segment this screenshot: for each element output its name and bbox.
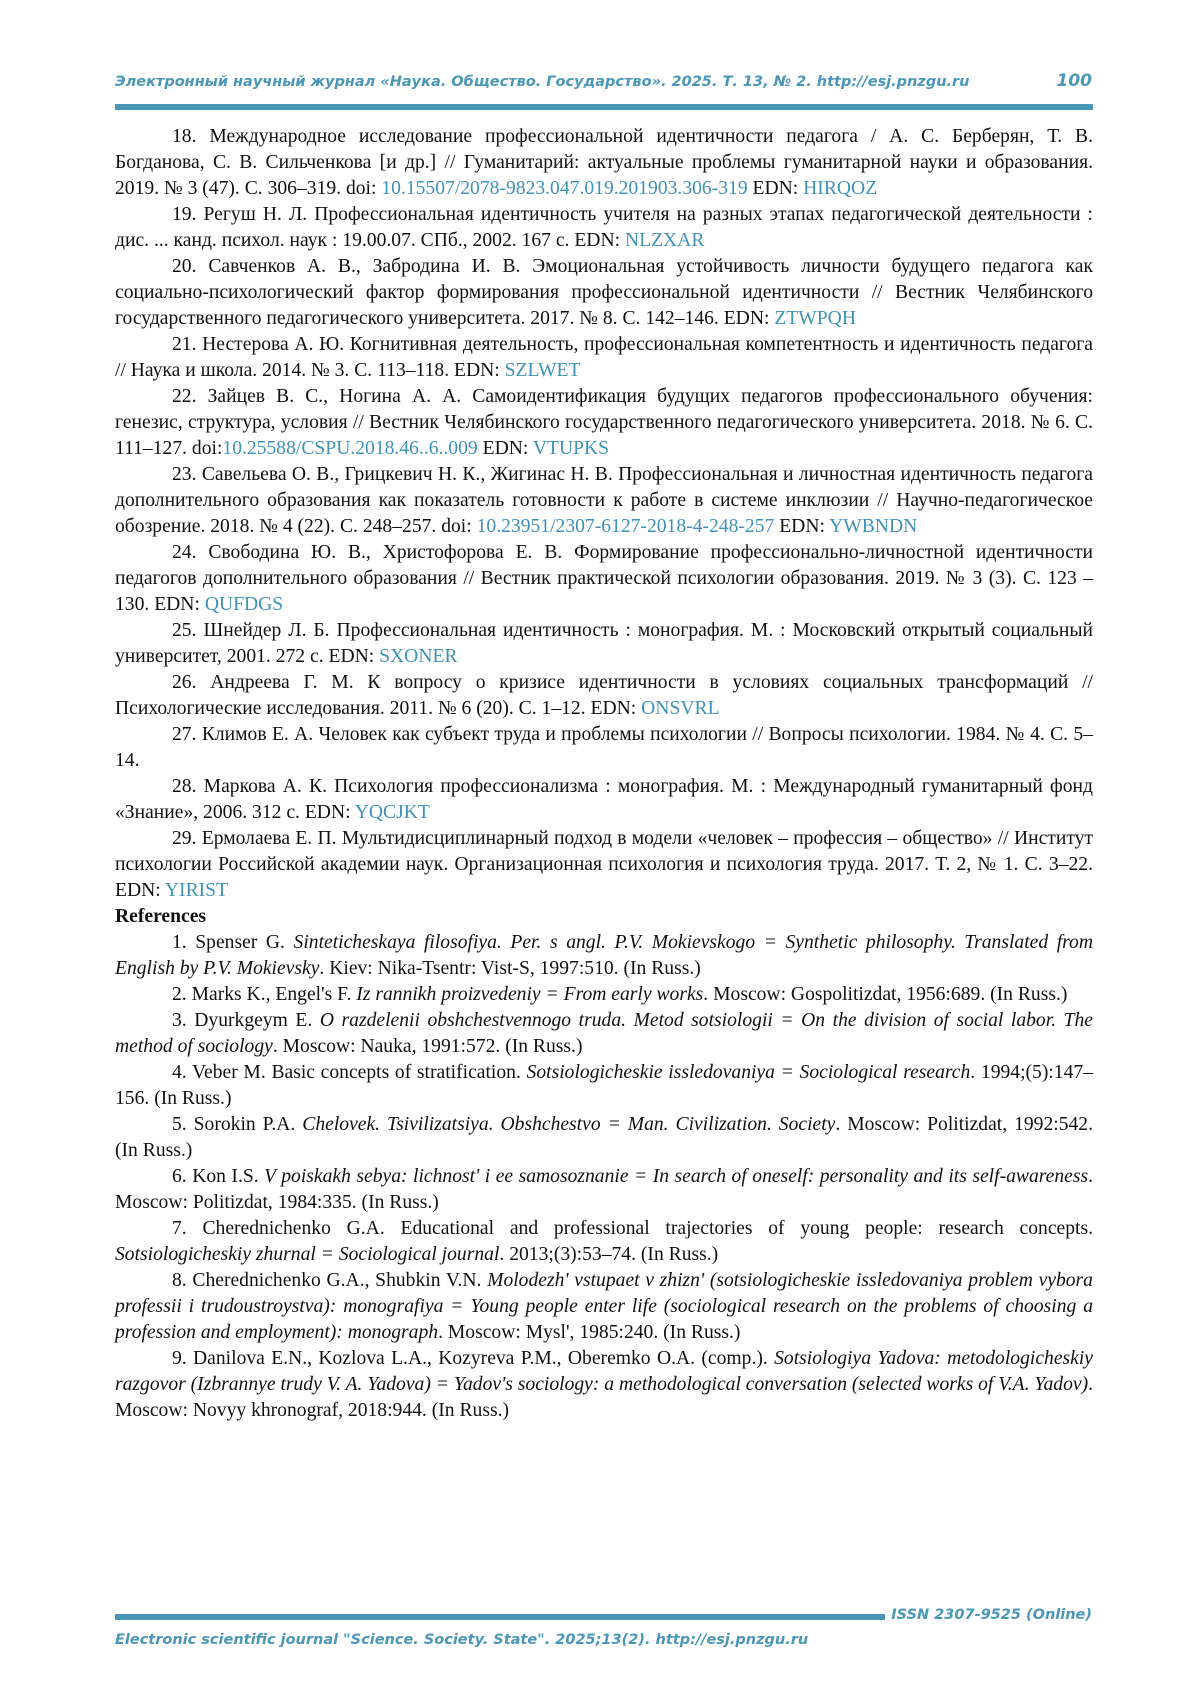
edn-link[interactable]: QUFDGS [204,594,284,615]
ref-text: 22. Зайцев В. С., Ногина А. А. Самоидентификация будущих педагогов профессионального обучения: генезис, структура, условия // Вестник Челябинского государственного педагогического университета. 2018. № 6. С. 111–127. doi: [115,386,1093,459]
edn-link[interactable]: SXONER [379,646,458,667]
ru-ref-29 [115,826,1093,904]
ref-text: 28. Маркова А. К. Психология профессионализма : монография. М. : Международный гуманитарный фонд «Знание», 2006. 312 с. [115,776,1093,823]
ru-ref-20 [115,254,1093,332]
ref-text: 27. Климов Е. А. Человек как субъект труда и проблемы психологии // Вопросы психологии. 1984. № 4. С. 5–14. [115,724,1093,771]
ref-text: 20. Савченков А. В., Забродина И. В. Эмоциональная устойчивость личности будущего педагога как социально-психологический фактор формирования профессиональной идентичности // Вестник Челябинского государственного педагогического университета. 2017. № 8. С. 142–146. [115,256,1093,329]
edn-label: EDN: [304,802,355,823]
ref-authors: 5. Sorokin P.A. [172,1114,303,1135]
edn-link[interactable]: YIRIST [164,880,229,901]
edn-label: EDN: [747,178,804,199]
ref-authors: 4. Veber M. Basic concepts of stratification. [172,1062,527,1083]
ref-authors: 7. Cherednichenko G.A. Educational and professional trajectories of young people: research concepts. [172,1218,1093,1239]
ref-details: . Moscow: Nauka, 1991:572. (In Russ.) [272,1036,583,1057]
ref-details: . Moscow: Gospolitizdat, 1956:689. (In Russ.) [703,984,1068,1005]
en-ref-8 [115,1268,1093,1346]
ru-ref-23 [115,462,1093,540]
ref-details: . 2013;(3):53–74. (In Russ.) [499,1244,719,1265]
edn-link[interactable]: VTUPKS [532,438,610,459]
ref-details: . 1994;(5):147–156. (In Russ.) [115,1062,1093,1109]
ref-authors: 6. Kon I.S. [172,1166,265,1187]
ref-text: 18. Международное исследование профессиональной идентичности педагога / А. С. Берберян, Т. В. Богданова, С. В. Сильченкова [и др.] // Гуманитарий: актуальные проблемы гуманитарной науки и образования. 2019. № 3 (47). С. 306–319. doi: [115,126,1093,199]
edn-label: EDN: [115,880,165,901]
ref-title: Sotsiologicheskie issledovaniya = Sociological research [526,1062,971,1083]
ref-title: Sotsiologicheskiy zhurnal = Sociological journal [115,1244,500,1265]
ref-text: 19. Регуш Н. Л. Профессиональная идентичность учителя на разных этапах педагогической деятельности : дис. ... канд. психол. наук : 19.00.07. СПб., 2002. 167 с. [115,204,1093,251]
edn-label: EDN: [774,516,830,537]
edn-link[interactable]: HIRQOZ [803,178,878,199]
ref-title: Iz rannikh proizvedeniy = From early works [356,984,704,1005]
ru-ref-26 [115,670,1093,722]
ru-ref-18 [115,124,1093,202]
ru-ref-27 [115,722,1093,774]
edn-label: EDN: [154,594,205,615]
ref-text: 23. Савельева О. В., Грицкевич Н. К., Жигинас Н. В. Профессиональная и личностная идентичность педагога дополнительного образования как показатель готовности к работе в системе инклюзии // Научно-педагогическое обозрение. 2018. № 4 (22). С. 248–257. doi: [115,464,1093,537]
ref-details: . Moscow: Novyy khronograf, 2018:944. (In Russ.) [115,1374,1093,1421]
ref-text: 25. Шнейдер Л. Б. Профессиональная идентичность : монография. М. : Московский открытый социальный университет, 2001. 272 с. [115,620,1093,667]
ref-authors: 9. Danilova E.N., Kozlova L.A., Kozyreva P.M., Oberemko O.A. (comp.). [172,1348,775,1369]
en-ref-7 [115,1216,1093,1268]
edn-link[interactable]: SZLWET [504,360,581,381]
issn-label: ISSN 2307-9525 (Online) [891,1607,1092,1623]
references-heading: References [115,906,207,927]
ref-title: V poiskakh sebya: lichnost' i ee samosoznanie = In search of oneself: personality and its self-awareness [264,1166,1089,1187]
en-ref-3 [115,1008,1093,1060]
en-ref-1 [115,930,1093,982]
ref-text: 24. Свободина Ю. В., Христофорова Е. В. Формирование профессионально-личностной идентичности педагогов дополнительного образования // Вестник практической психологии образования. 2019. № 3 (3). С. 123 –130. [115,542,1093,615]
edn-link[interactable]: YQCJKT [354,802,430,823]
ref-title: Sotsiologiya Yadova: metodologicheskiy razgovor (Izbrannye trudy V. A. Yadova) = Yadov's sociology: a methodological conversation (selected works of V.A. Yadov) [115,1348,1093,1395]
doi-link[interactable]: 10.15507/2078-9823.047.019.201903.306-319 [381,178,748,199]
ref-text: 26. Андреева Г. М. К вопросу о кризисе идентичности в условиях социальных трансформаций // Психологические исследования. 2011. № 6 (20). С. 1–12. [115,672,1093,719]
ru-ref-25 [115,618,1093,670]
references-content [115,124,1093,1424]
ru-ref-21 [115,332,1093,384]
ref-title: Sinteticheskaya filosofiya. Per. s angl. P.V. Mokievskogo = Synthetic philosophy. Translated from English by P.V. Mokievsky [115,932,1093,979]
ru-ref-24 [115,540,1093,618]
footer-rule [115,1614,885,1620]
edn-label: EDN: [477,438,533,459]
doi-link[interactable]: 10.25588/CSPU.2018.46..6..009 [222,438,478,459]
ru-ref-19 [115,202,1093,254]
edn-link[interactable]: ZTWPQH [774,308,856,329]
page-number: 100 [1056,71,1092,91]
edn-link[interactable]: NLZXAR [624,230,705,251]
ref-authors: 1. Spenser G. [172,932,294,953]
journal-footer: Electronic scientific journal "Science. Society. State". 2025;13(2). http://esj.pnzgu.ru [115,1632,809,1648]
ref-authors: 3. Dyurkgeym E. [172,1010,320,1031]
ref-title: Molodezh' vstupaet v zhizn' (sotsiologicheskie issledovaniya problem vybora professii i trudoustroystva): monografiya = Young people enter life (sociological research on the problems of choosing a profession and employment): monograph [115,1270,1093,1343]
en-ref-2 [115,982,1093,1008]
ref-authors: 2. Marks K., Engel's F. [172,984,357,1005]
ru-ref-28 [115,774,1093,826]
ref-details: . Moscow: Mysl', 1985:240. (In Russ.) [438,1322,741,1343]
en-ref-4 [115,1060,1093,1112]
edn-link[interactable]: YWBNDN [829,516,918,537]
edn-label: EDN: [454,360,505,381]
ref-text: 29. Ермолаева Е. П. Мультидисциплинарный подход в модели «человек – профессия – общество» // Институт психологии Российской академии наук. Организационная психология и психология труда. 2017. Т. 2, № 1. С. 3–22. [115,828,1093,875]
ref-title: O razdelenii obshchestvennogo truda. Metod sotsiologii = On the division of social labor. The method of sociology [115,1010,1094,1057]
en-ref-5 [115,1112,1093,1164]
header-rule [115,104,1093,110]
ref-title: Chelovek. Tsivilizatsiya. Obshchestvo = Man. Civilization. Society [302,1114,836,1135]
ref-details: . Kiev: Nika-Tsentr: Vist-S, 1997:510. (In Russ.) [319,958,701,979]
ref-authors: 8. Cherednichenko G.A., Shubkin V.N. [172,1270,488,1291]
en-ref-6 [115,1164,1093,1216]
journal-header: Электронный научный журнал «Наука. Общество. Государство». 2025. Т. 13, № 2. http://esj.pnzgu.ru [115,74,970,90]
en-ref-9 [115,1346,1093,1424]
ru-ref-22 [115,384,1093,462]
doi-link[interactable]: 10.23951/2307-6127-2018-4-248-257 [476,516,775,537]
edn-link[interactable]: ONSVRL [641,698,720,719]
ref-details: . Moscow: Politizdat, 1992:542. (In Russ.) [115,1114,1093,1161]
edn-label: EDN: [574,230,625,251]
ref-details: . Moscow: Politizdat, 1984:335. (In Russ.) [115,1166,1093,1213]
ref-text: 21. Нестерова А. Ю. Когнитивная деятельность, профессиональная компетентность и идентичность педагога // Наука и школа. 2014. № 3. С. 113–118. [115,334,1093,381]
edn-label: EDN: [723,308,775,329]
edn-label: EDN: [590,698,642,719]
edn-label: EDN: [328,646,380,667]
